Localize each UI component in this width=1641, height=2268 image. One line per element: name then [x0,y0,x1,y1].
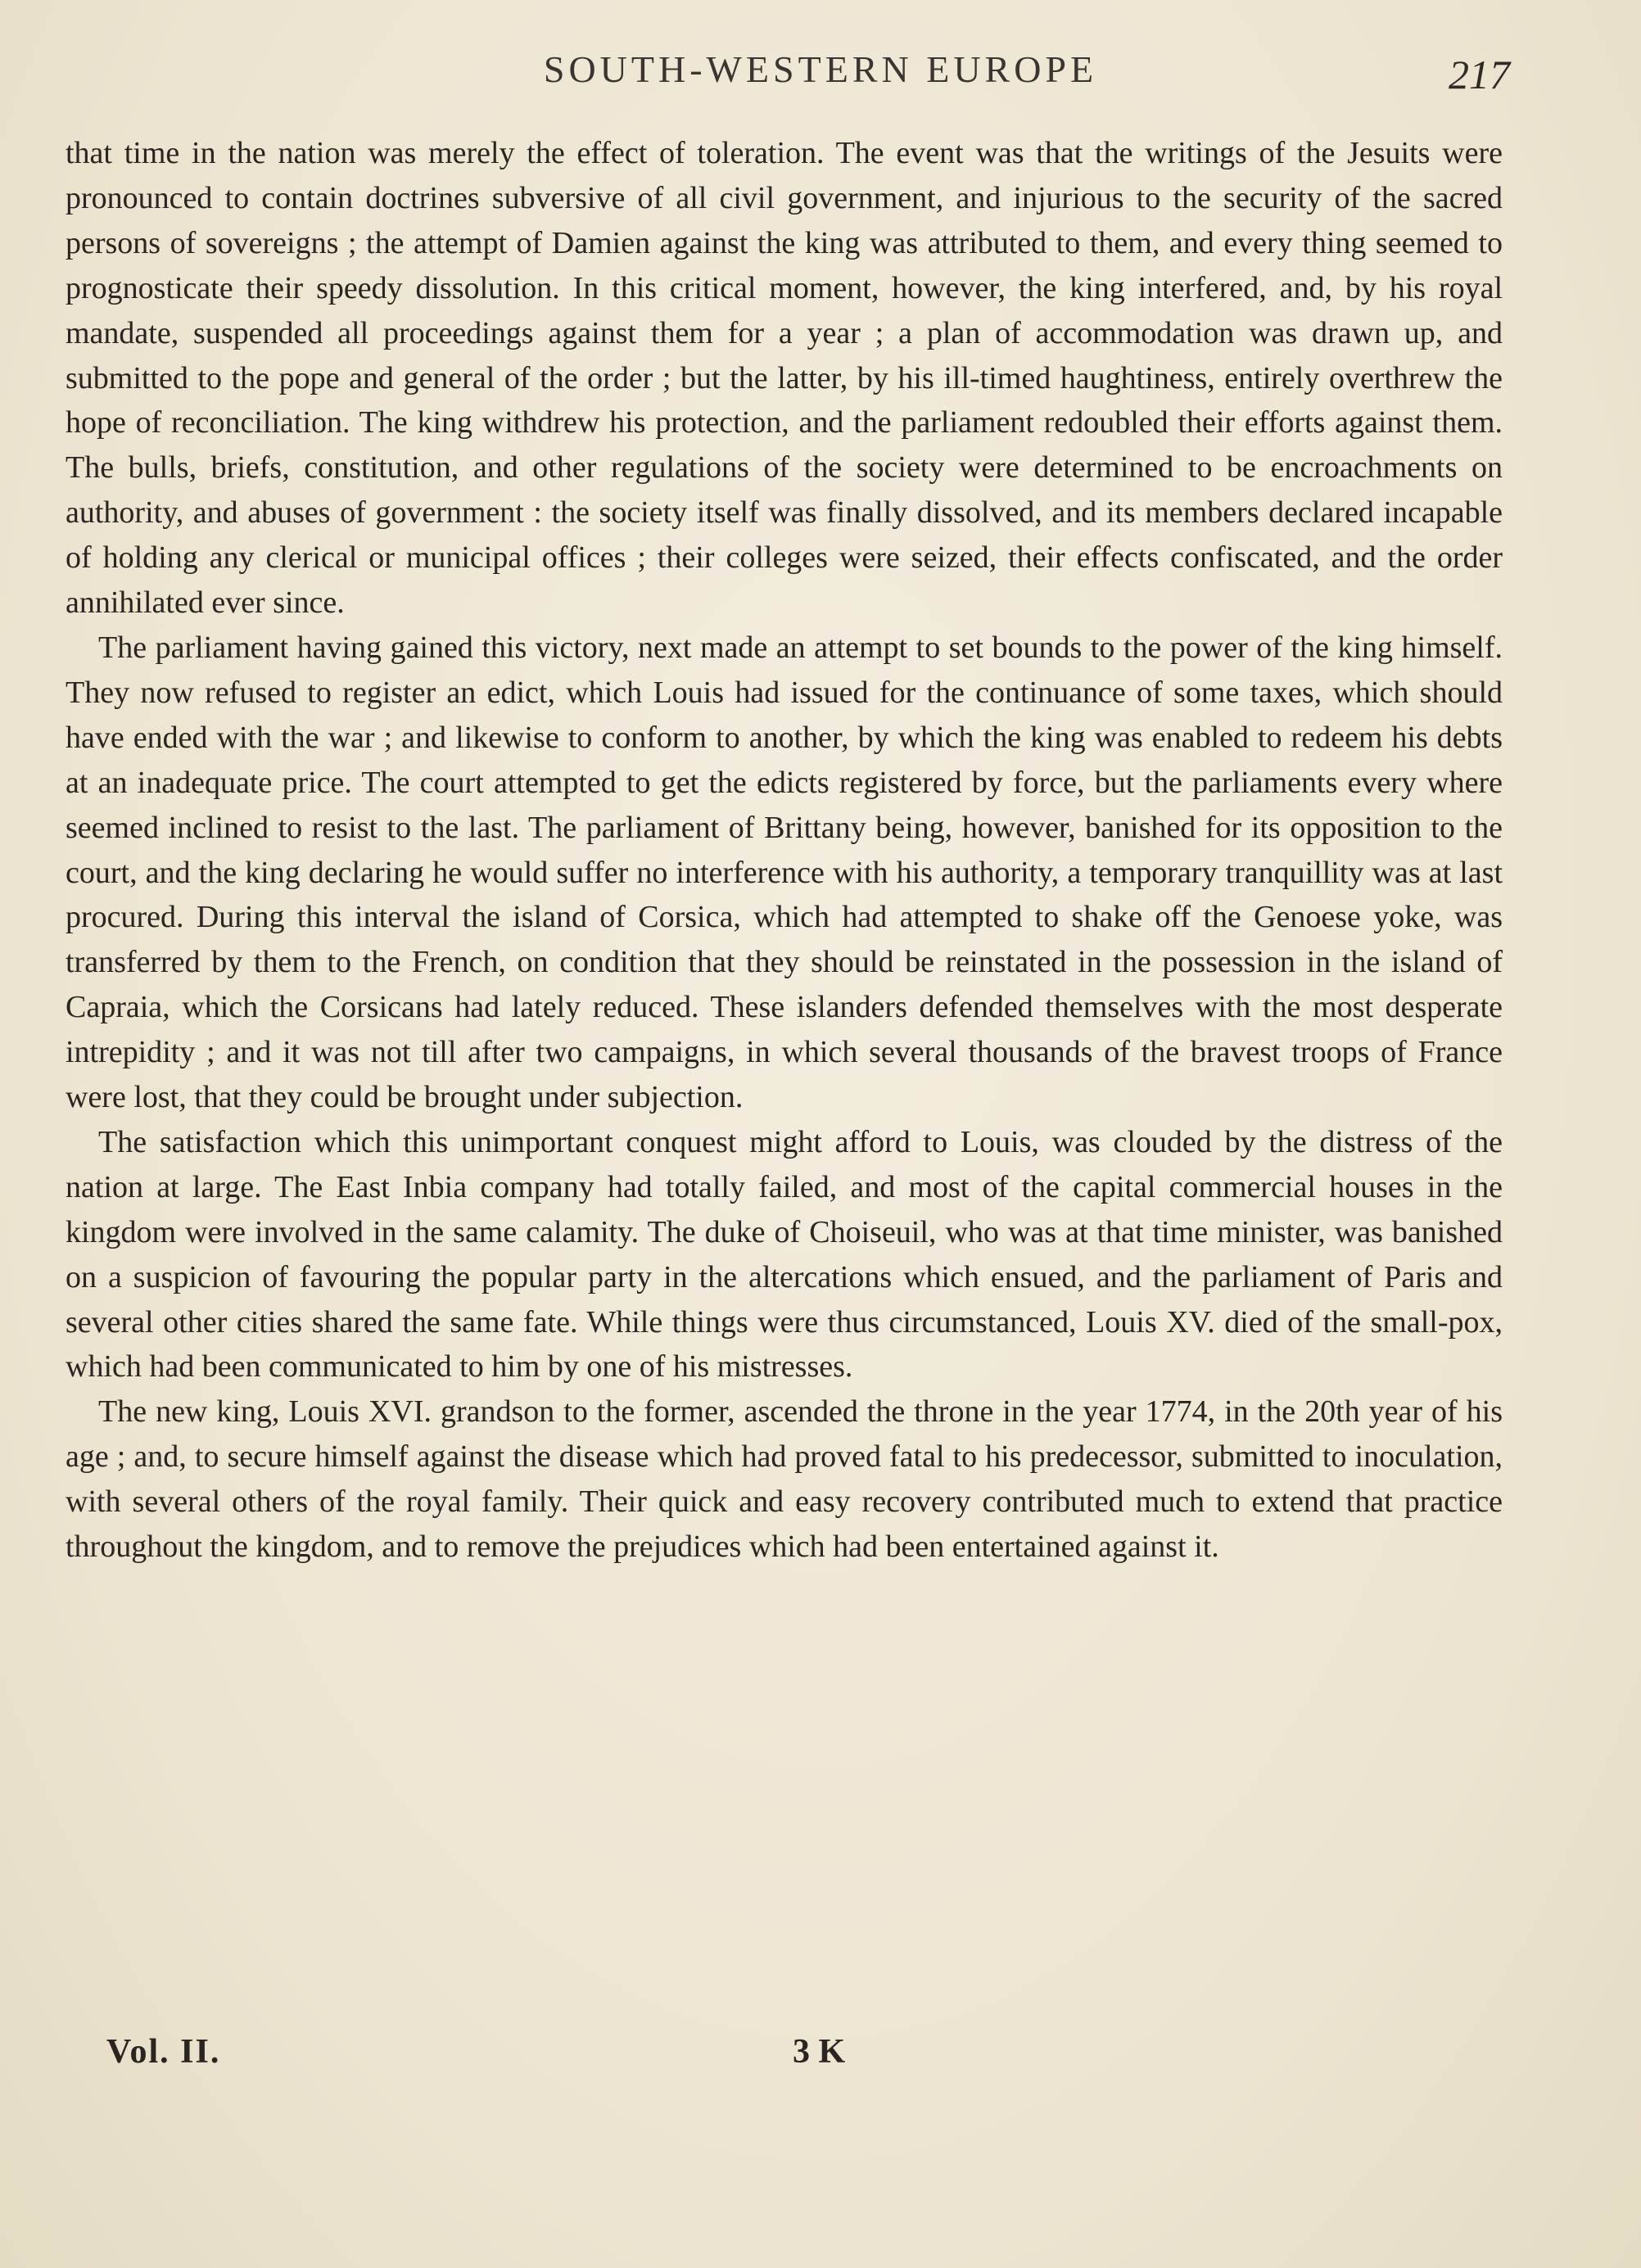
page-header [0,47,1641,97]
paragraph-satisfaction: The satisfaction which this unimportant conquest might afford to Louis, was clouded by the distress of the nation at large. The East Inbia company had totally failed, and most of the capital commercial houses in the kingdom were involved in the same calamity. The duke of Choiseuil, who was at that time minister, was banished on a suspicion of favouring the popular party in the altercations which ensued, and the parliament of Paris and several other cities shared the same fate. While things were thus circumstanced, Louis XV. died of the small-pox, which had been communicated to him by one of his mistresses. [66,1124,1503,1385]
signature-mark: 3 K [793,2033,846,2071]
body-text [66,131,1503,1570]
volume-label: Vol. II. [106,2033,221,2071]
paragraph-louis-xvi: The new king, Louis XVI. grandson to the former, ascended the throne in the year 1774, in the 20th year of his age ; and, to secure himself against the disease which had proved fatal to his predecessor, submitted to inoculation, with several others of the royal family. Their quick and easy recovery contributed much to extend that practice throughout the kingdom, and to remove the prejudices which had been entertained against it. [66,1394,1503,1565]
paragraph-jesuits: that time in the nation was merely the effect of toleration. The event was that the writings of the Jesuits were pronounced to contain doctrines subversive of all civil government, and injurious to the security of the sacred persons of sovereigns ; the attempt of Damien against the king was attributed to them, and every thing seemed to prognosticate their speedy dissolution. In this critical moment, however, the king interfered, and, by his royal mandate, suspended all proceedings against them for a year ; a plan of accommodation was drawn up, and submitted to the pope and general of the order ; but the latter, by his ill-timed haughtiness, entirely overthrew the hope of reconciliation. The king withdrew his protection, and the parliament redoubled their efforts against them. The bulls, briefs, constitution, and other regulations of the society were determined to be encroachments on authority, and abuses of government : the society itself was finally dissolved, and its members declared incapable of holding any clerical or municipal offices ; their colleges were seized, their effects confiscated, and the order annihilated ever since. [66,136,1503,621]
page-number: 217 [1449,52,1510,97]
paragraph-parliament: The parliament having gained this victory, next made an attempt to set bounds to the power of the king himself. They now refused to register an edict, which Louis had issued for the continuance of some taxes, which should have ended with the war ; and likewise to conform to another, by which the king was enabled to redeem his debts at an inadequate price. The court attempted to get the edicts registered by force, but the parliaments every where seemed inclined to resist to the last. The parliament of Brittany being, however, banished for its opposition to the court, and the king declaring he would suffer no interference with his authority, a temporary tranquillity was at last procured. During this interval the island of Corsica, which had attempted to shake off the Genoese yoke, was transferred by them to the French, on condition that they should be reinstated in the possession in the island of Capraia, which the Corsicans had lately reduced. These islanders defended themselves with the most desperate intrepidity ; and it was not till after two campaigns, in which several thousands of the bravest troops of France were lost, that they could be brought under subjection. [66,630,1503,1115]
running-head: SOUTH-WESTERN EUROPE [543,48,1098,90]
page-footer [106,2032,1580,2081]
